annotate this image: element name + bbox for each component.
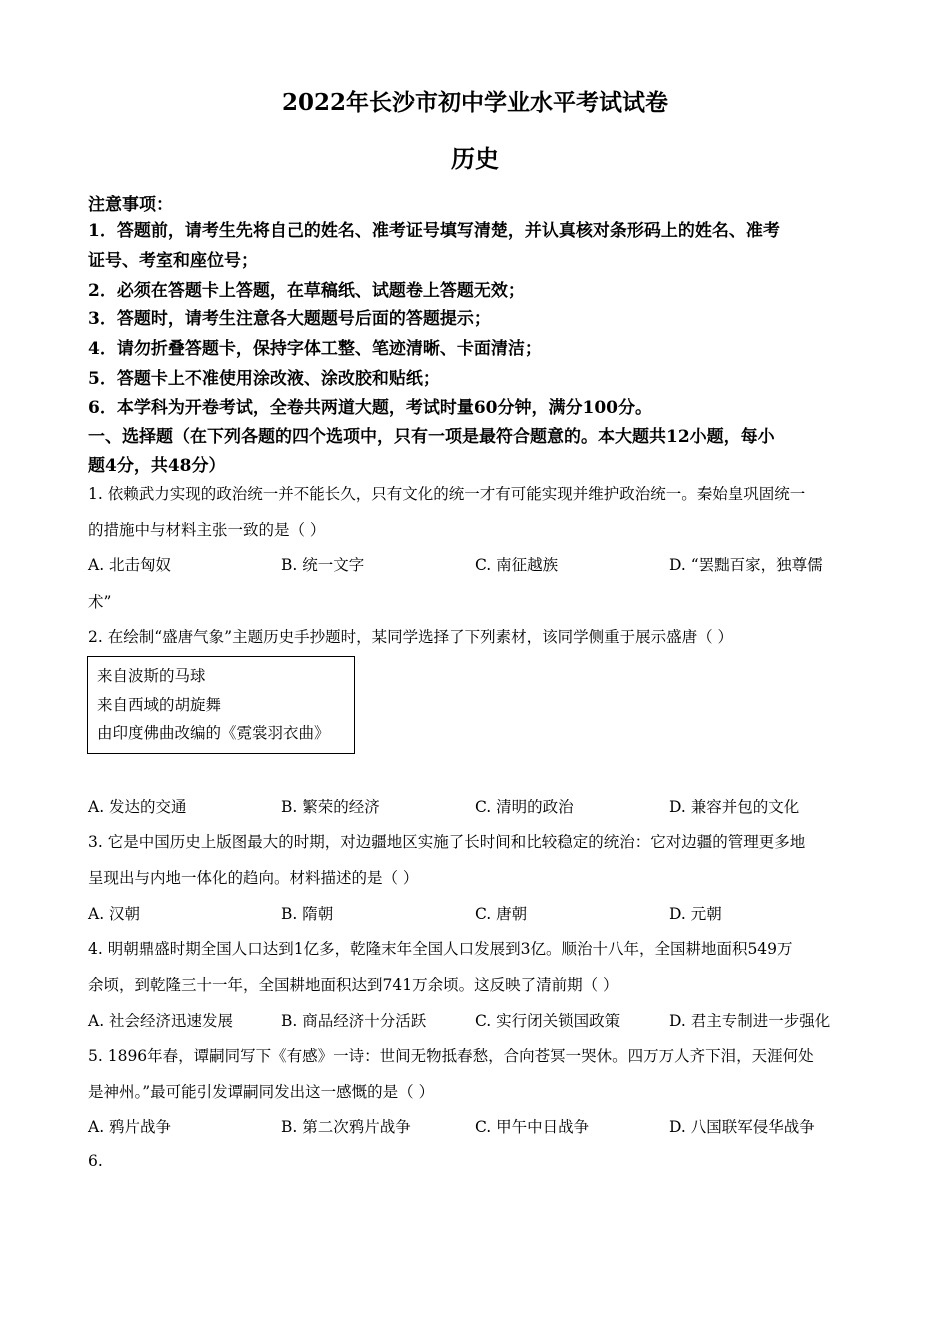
q1-option-d: D. “罢黜百家，独尊儒 (669, 556, 823, 574)
q4-stem-a: 4. 明朝鼎盛时期全国人口达到1亿多，乾隆末年全国人口发展到3亿。顺治十八年，全国耕地面积549万 (88, 940, 793, 958)
q4-option-c: C. 实行闭关锁国政策 (475, 1012, 621, 1030)
q1-option-d-cont: 术” (88, 593, 112, 611)
q2-material-1: 来自波斯的马球 (97, 667, 206, 685)
q3-option-b: B. 隋朝 (281, 905, 334, 923)
q2-option-a: A. 发达的交通 (88, 798, 187, 816)
q5-option-d: D. 八国联军侵华战争 (669, 1118, 815, 1136)
q5-stem-b: 是神州。”最可能引发谭嗣同发出这一感慨的是（ ） (88, 1083, 435, 1101)
q1-option-b: B. 统一文字 (281, 556, 365, 574)
q5-option-b: B. 第二次鸦片战争 (281, 1118, 411, 1136)
q2-option-b: B. 繁荣的经济 (281, 798, 380, 816)
q3-option-d: D. 元朝 (669, 905, 722, 923)
q6-number: 6. (88, 1152, 103, 1170)
notice-line-3: 3．答题时，请考生注意各大题题号后面的答题提示； (88, 309, 491, 329)
notice-line-4: 4．请勿折叠答题卡，保持字体工整、笔迹清晰、卡面清洁； (88, 339, 542, 359)
notice-line-1a: 1．答题前，请考生先将自己的姓名、准考证号填写清楚，并认真核对条形码上的姓名、准考 (88, 221, 780, 241)
q3-option-a: A. 汉朝 (88, 905, 141, 923)
q5-stem-a: 5. 1896年春，谭嗣同写下《有感》一诗：世间无物抵春愁，合向苍冥一哭休。四万万人齐下泪，天涯何处 (88, 1047, 814, 1065)
notice-line-1b: 证号、考室和座位号； (88, 251, 258, 271)
q2-option-c: C. 清明的政治 (475, 798, 574, 816)
q1-stem-b: 的措施中与材料主张一致的是（ ） (88, 521, 326, 539)
section-heading-a: 一、选择题（在下列各题的四个选项中，只有一项是最符合题意的。本大题共12小题，每小 (88, 427, 775, 447)
notice-line-2: 2．必须在答题卡上答题，在草稿纸、试题卷上答题无效； (88, 281, 525, 301)
section-heading-b: 题4分，共48分） (88, 456, 226, 476)
q4-option-d: D. 君主专制进一步强化 (669, 1012, 831, 1030)
q3-stem-a: 3. 它是中国历史上版图最大的时期，对边疆地区实施了长时间和比较稳定的统治：它对边疆的管理更多地 (88, 833, 806, 851)
q2-stem: 2. 在绘制“盛唐气象”主题历史手抄题时，某同学选择了下列素材，该同学侧重于展示盛唐（ ） (88, 628, 733, 646)
q4-option-b: B. 商品经济十分活跃 (281, 1012, 427, 1030)
subject-title: 历史 (451, 144, 499, 173)
q5-option-c: C. 甲午中日战争 (475, 1118, 590, 1136)
exam-title: 2022年长沙市初中学业水平考试试卷 (281, 89, 668, 116)
q1-option-a: A. 北击匈奴 (88, 556, 172, 574)
q2-option-d: D. 兼容并包的文化 (669, 798, 800, 816)
q5-option-a: A. 鸦片战争 (88, 1118, 172, 1136)
notice-line-5: 5．答题卡上不准使用涂改液、涂改胶和贴纸； (88, 369, 440, 389)
notice-heading: 注意事项： (88, 195, 173, 215)
q3-stem-b: 呈现出与内地一体化的趋向。材料描述的是（ ） (88, 869, 419, 887)
q2-material-2: 来自西域的胡旋舞 (97, 696, 222, 714)
q4-stem-b: 余顷，到乾隆三十一年，全国耕地面积达到741万余顷。这反映了清前期（ ） (88, 976, 619, 994)
q1-stem-a: 1. 依赖武力实现的政治统一并不能长久，只有文化的统一才有可能实现并维护政治统一。秦始皇巩固统一 (88, 485, 806, 503)
notice-line-6: 6．本学科为开卷考试，全卷共两道大题，考试时量60分钟，满分100分。 (88, 398, 652, 418)
q3-option-c: C. 唐朝 (475, 905, 528, 923)
q2-material-3: 由印度佛曲改编的《霓裳羽衣曲》 (97, 724, 330, 742)
q4-option-a: A. 社会经济迅速发展 (88, 1012, 234, 1030)
q1-option-c: C. 南征越族 (475, 556, 559, 574)
